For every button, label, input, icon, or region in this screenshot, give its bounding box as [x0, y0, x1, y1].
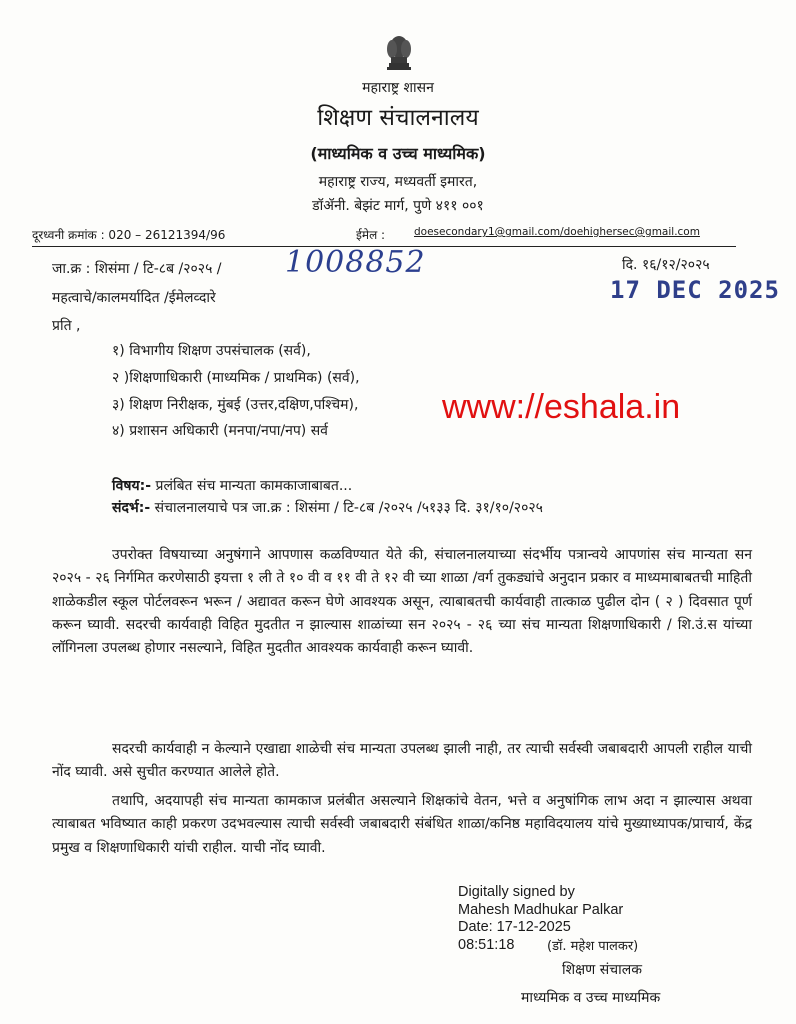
letter-date: दि. १६/१२/२०२५	[622, 257, 710, 273]
reference-label: संदर्भ:-	[112, 500, 151, 516]
priority-tag: महत्वाचे/कालमर्यादित /ईमेलव्दारे	[52, 290, 216, 306]
state-emblem-icon	[383, 33, 415, 71]
address-line-1: महाराष्ट्र राज्य, मध्यवर्ती इमारत,	[318, 174, 478, 190]
signature-line-4: 08:51:18	[458, 936, 515, 953]
address-line-2: डॉ‍ॲनी. बेझंट मार्ग, पुणे ४११ ००१	[312, 198, 484, 214]
government-name: महाराष्ट्र शासन	[362, 80, 434, 96]
phone-number: दूरध्वनी क्रमांक : 020 – 26121394/96	[32, 228, 226, 242]
reference-text: संचालनालयाचे पत्र जा.क्र : शिसंमा / टि-८ब /२०२५ /५१३३ दि. ३१/१०/२०२५	[150, 500, 543, 516]
signatory-designation: शिक्षण संचालक	[562, 962, 642, 978]
signatory-department: माध्यमिक व उच्च माध्यमिक	[521, 990, 661, 1006]
reference-line	[112, 498, 543, 517]
handwritten-outward-number: 1008852	[285, 245, 426, 280]
to-label: प्रति ,	[52, 318, 81, 334]
website-watermark: www://eshala.in	[442, 388, 681, 426]
recipient-item: २ )शिक्षणाधिकारी (माध्यमिक / प्राथमिक) (सर्व),	[112, 370, 360, 386]
recipient-item: ४) प्रशासन अधिकारी (मनपा/नपा/नप) सर्व	[112, 423, 328, 439]
subject-line	[112, 476, 352, 495]
recipient-item: ३) शिक्षण निरीक्षक, मुंबई (उत्तर,दक्षिण,पश्चिम),	[112, 397, 359, 413]
department-title: शिक्षण संचालनालय	[317, 105, 479, 131]
email-label: ईमेल :	[356, 228, 386, 242]
letter-reference-number: जा.क्र : शिसंमा / टि-८ब /२०२५ /	[52, 261, 222, 277]
email-address: doesecondary1@gmail.com/doehighersec@gmail.com	[414, 226, 700, 238]
body-paragraph-1: उपरोक्त विषयाच्या अनुषंगाने आपणास कळविण्यात येते की, संचालनालयाच्या संदर्भीय पत्रान्वये आपणांस संच मान्यता सन २०२५ - २६ निर्गमित करणेसाठी इयत्ता १ ली ते १० वी व ११ वी ते १२ वी च्या शाळा /वर्ग तुकड्यांचे अनुदान प्रकार व माध्यमाबाबतची माहिती शाळेकडील स्कूल पोर्टलवरून भरून / अद्यावत करून घेणे आवश्यक असून, त्याबाबतची कार्यवाही तात्काळ पुढील दोन ( २ ) दिवसात पूर्ण करून घ्यावी. सदरची कार्यवाही विहित मुदतीत न झाल्यास शाळांच्या सन २०२५ - २६ च्या संच मान्यता शिक्षणाधिकारी / शि.उं.स यांच्या लॉगिनला उपलब्ध होणार नसल्याने, विहित मुदतीत आवश्यक कार्यवाही करून घ्यावी.	[52, 547, 752, 657]
signature-line-3: Date: 17-12-2025	[458, 919, 571, 935]
date-stamp: 17 DEC 2025	[610, 276, 780, 304]
body-paragraph-3: तथापि, अदयापही संच मान्यता कामकाज प्रलंबीत असल्याने शिक्षकांचे वेतन, भत्ते व अनुषांगिक लाभ अदा न झाल्यास अथवा त्याबाबत भविष्यात काही प्रकरण उदभवल्यास त्याची सर्वस्वी जबाबदारी संबंधित शाळा/कनिष्ठ महाविदयालय यांचे मुख्याध्यापक/प्राचार्य, केंद्र प्रमुख व शिक्षणाधिकारी यांची राहील. याची नोंद घ्यावी.	[52, 793, 752, 856]
subject-text: प्रलंबित संच मान्यता कामकाजाबाबत...	[151, 478, 353, 494]
subdepartment-title: (माध्यमिक व उच्च माध्यमिक)	[310, 144, 486, 163]
signature-line-2: Mahesh Madhukar Palkar	[458, 901, 624, 918]
recipient-item: १) विभागीय शिक्षण उपसंचालक (सर्व),	[112, 343, 311, 359]
signatory-name: (डॉ. महेश पालकर)	[547, 939, 639, 954]
body-paragraph-2: सदरची कार्यवाही न केल्याने एखाद्या शाळेची संच मान्यता उपलब्ध झाली नाही, तर त्याची सर्वस्वी जबाबदारी आपली राहील याची नोंद घ्यावी. असे सुचीत करण्यात आलेले होते.	[52, 741, 752, 781]
subject-label: विषय:-	[112, 478, 152, 494]
signature-line-1: Digitally signed by	[458, 884, 575, 900]
